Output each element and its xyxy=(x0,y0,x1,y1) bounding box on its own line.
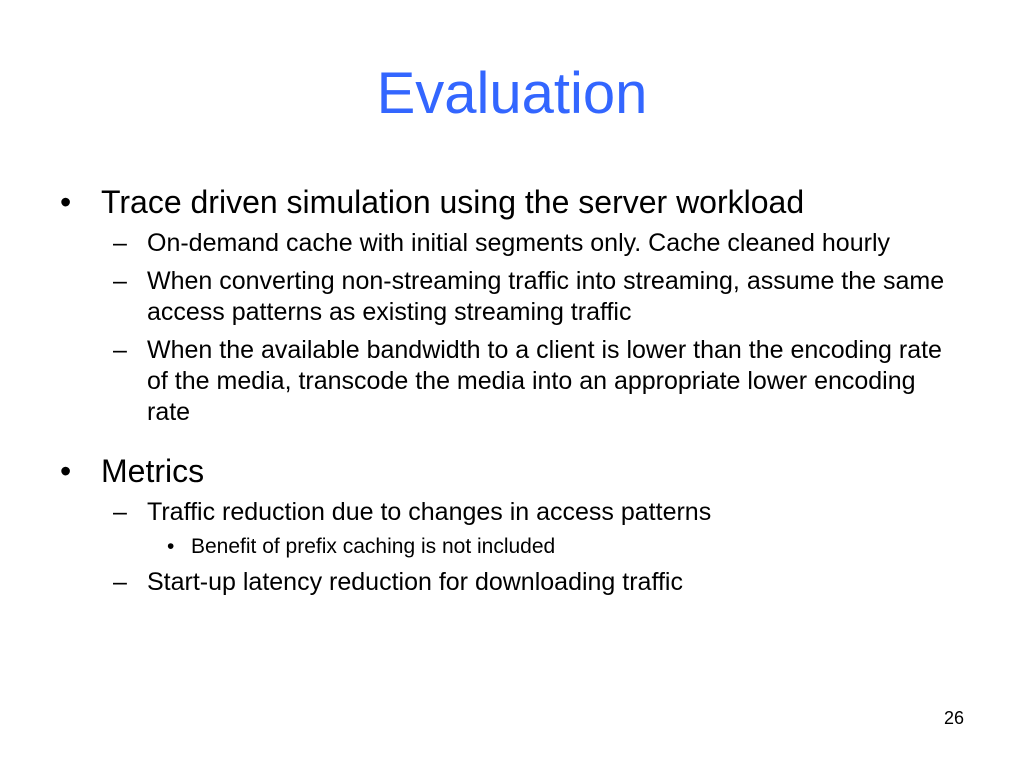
bullet-level2 xyxy=(60,228,960,259)
slide-title: Evaluation xyxy=(376,61,648,126)
bullet-dash: – xyxy=(113,229,127,257)
bullet-level1 xyxy=(60,183,960,221)
bullet-level2 xyxy=(60,497,960,528)
bullet-dash: – xyxy=(113,568,127,596)
bullet-dash: – xyxy=(113,336,127,364)
bullet-text: Start-up latency reduction for downloading traffic xyxy=(147,568,683,596)
bullet-text: Benefit of prefix caching is not included xyxy=(191,535,556,558)
bullet-text: Traffic reduction due to changes in access patterns xyxy=(147,498,712,526)
bullet-level2 xyxy=(60,335,960,428)
bullet-dash: – xyxy=(113,498,127,526)
bullet-text: When converting non-streaming traffic into streaming, assume the same access patterns as existing streaming traffic xyxy=(147,267,945,326)
page-number: 26 xyxy=(943,708,964,728)
bullet-level2 xyxy=(60,266,960,328)
bullet-level2 xyxy=(60,567,960,598)
bullet-text: On-demand cache with initial segments only. Cache cleaned hourly xyxy=(147,229,890,257)
section-gap xyxy=(60,428,960,452)
bullet-text: Metrics xyxy=(101,453,205,489)
bullet-level3 xyxy=(60,534,960,560)
bullet-level1 xyxy=(60,452,960,490)
bullet-text: Trace driven simulation using the server workload xyxy=(101,184,805,220)
bullet-dot: • xyxy=(60,184,72,220)
bullet-dash: – xyxy=(113,267,127,295)
bullet-dot: • xyxy=(60,453,72,489)
slide-body xyxy=(60,183,960,598)
bullet-text: When the available bandwidth to a client is lower than the encoding rate of the media, transcode the media into an appropriate lower encoding rate xyxy=(147,336,942,426)
bullet-dot-small: • xyxy=(167,535,175,558)
